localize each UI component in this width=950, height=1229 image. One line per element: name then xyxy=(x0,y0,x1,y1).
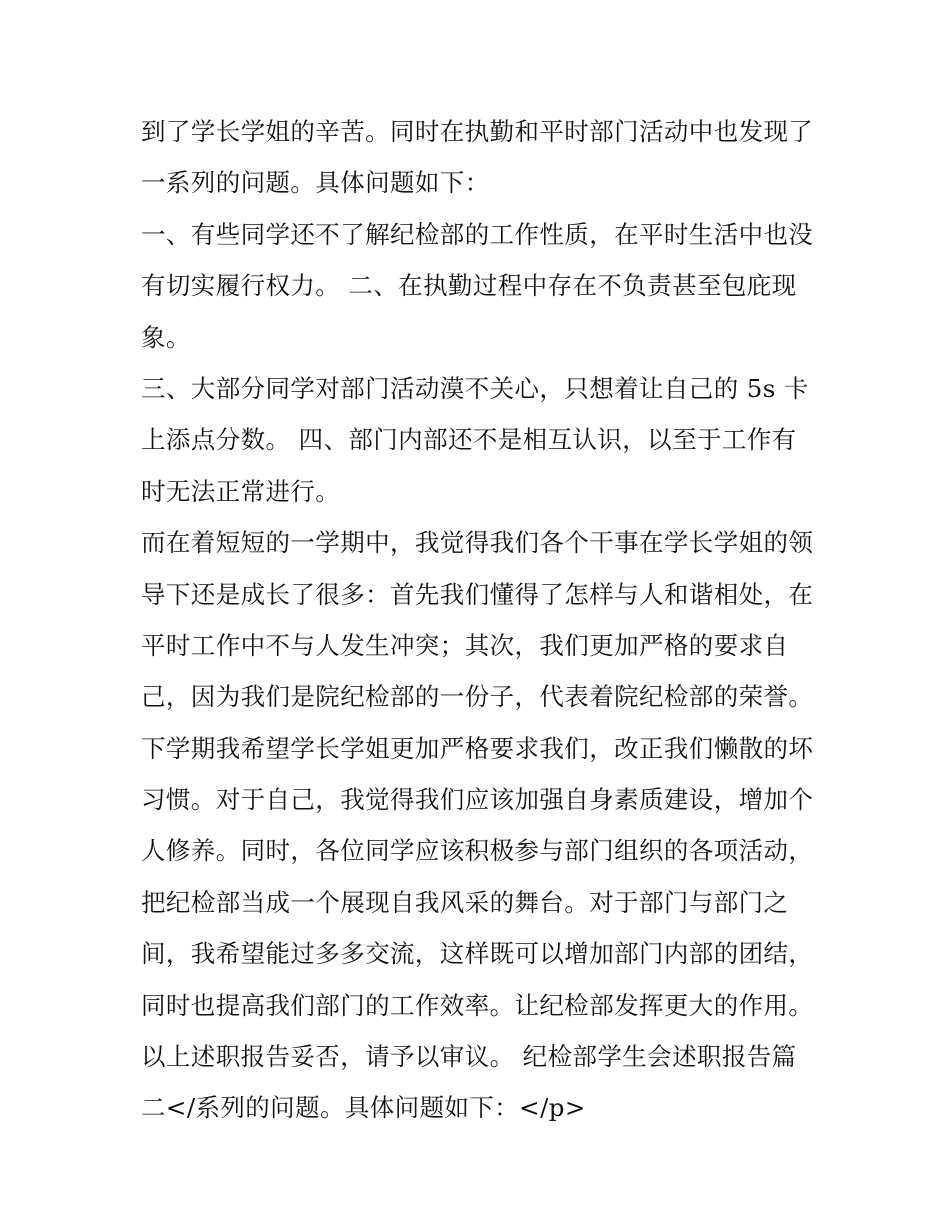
text-line: 习惯。对于自己，我觉得我们应该加强自身素质建设，增加个 xyxy=(141,785,814,815)
text-line: 三、大部分同学对部门活动漠不关心，只想着让自己的 5s 卡 xyxy=(141,373,809,403)
text-line: 同时也提高我们部门的工作效率。让纪检部发挥更大的作用。 xyxy=(141,990,814,1020)
text-line: 象。 xyxy=(141,322,191,352)
text-line: 一、有些同学还不了解纪检部的工作性质，在平时生活中也没 xyxy=(141,219,814,249)
text-line: 有切实履行权力。 二、在执勤过程中存在不负责甚至包庇现 xyxy=(141,271,797,301)
text-line: 下学期我希望学长学姐更加严格要求我们，改正我们懒散的坏 xyxy=(141,733,814,763)
text-line: 人修养。同时，各位同学应该积极参与部门组织的各项活动， xyxy=(141,836,814,866)
text-line: 而在着短短的一学期中，我觉得我们各个干事在学长学姐的领 xyxy=(141,528,814,558)
text-line: 己，因为我们是院纪检部的一份子，代表着院纪检部的荣誉。 xyxy=(141,682,814,712)
text-line: 以上述职报告妥否，请予以审议。 纪检部学生会述职报告篇 xyxy=(141,1042,797,1072)
text-line: 间，我希望能过多多交流，这样既可以增加部门内部的团结， xyxy=(141,939,814,969)
text-line: 到了学长学姐的辛苦。同时在执勤和平时部门活动中也发现了 xyxy=(141,117,814,146)
document-body xyxy=(141,106,813,1134)
text-line: 导下还是成长了很多：首先我们懂得了怎样与人和谐相处，在 xyxy=(141,579,814,609)
text-line: 二</系列的问题。具体问题如下：</p> xyxy=(141,1093,586,1123)
text-line: 上添点分数。 四、部门内部还不是相互认识，以至于工作有 xyxy=(141,425,797,455)
text-line: 时无法正常进行。 xyxy=(141,476,341,506)
text-line: 平时工作中不与人发生冲突；其次，我们更加严格的要求自 xyxy=(141,630,789,660)
text-line: 一系列的问题。具体问题如下： xyxy=(141,168,490,198)
text-line: 把纪检部当成一个展现自我风采的舞台。对于部门与部门之 xyxy=(141,887,789,917)
